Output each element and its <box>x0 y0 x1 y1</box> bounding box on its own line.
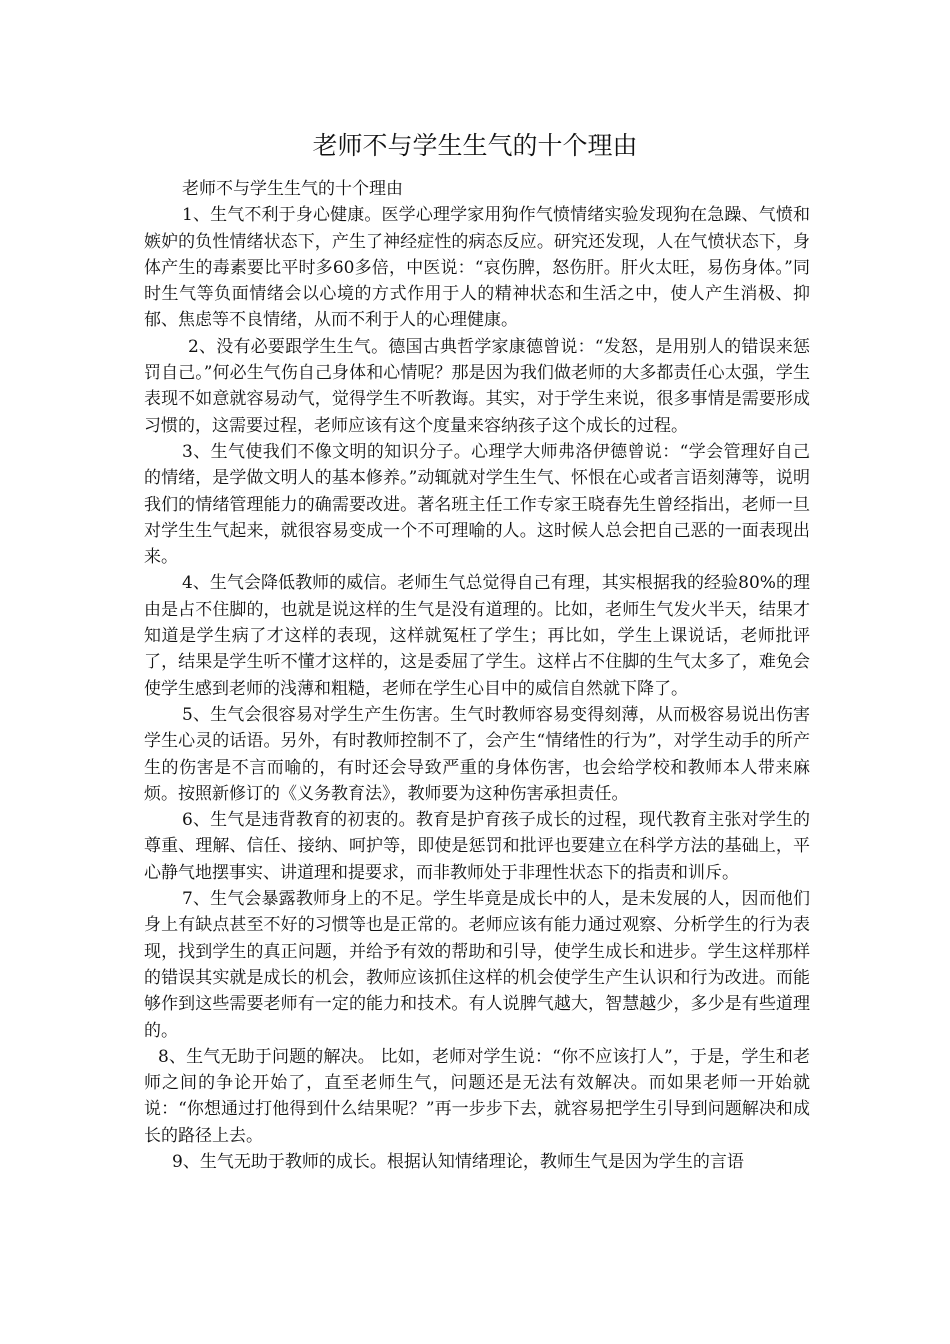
paragraph-4: 4、生气会降低教师的威信。老师生气总觉得自己有理，其实根据我的经验80%的理由是占不住脚的，也就是说这样的生气是没有道理的。比如，老师生气发火半天，结果才知道是学生病了才这样的表现，这样就冤枉了学生；再比如，学生上课说话，老师批评了，结果是学生听不懂才这样的，这是委屈了学生。这样占不住脚的生气太多了，难免会使学生感到老师的浅薄和粗糙，老师在学生心目中的威信自然就下降了。 <box>144 573 810 699</box>
paragraph-6: 6、生气是违背教育的初衷的。教育是护育孩子成长的过程，现代教育主张对学生的尊重、理解、信任、接纳、呵护等，即使是惩罚和批评也要建立在科学方法的基础上，平心静气地摆事实、讲道理和提要求，而非教师处于非理性状态下的指责和训斥。 <box>144 810 810 883</box>
paragraph-7: 7、生气会暴露教师身上的不足。学生毕竟是成长中的人，是未发展的人，因而他们身上有缺点甚至不好的习惯等也是正常的。老师应该有能力通过观察、分析学生的行为表现，找到学生的真正问题，并给予有效的帮助和引导，使学生成长和进步。学生这样那样的错误其实就是成长的机会，教师应该抓住这样的机会使学生产生认识和行为改进。而能够作到这些需要老师有一定的能力和技术。有人说脾气越大，智慧越少，多少是有些道理的。 <box>144 889 810 1041</box>
document-subtitle: 老师不与学生生气的十个理由 <box>182 179 403 199</box>
paragraph-1: 1、生气不利于身心健康。医学心理学家用狗作气愤情绪实验发现狗在急躁、气愤和嫉妒的负性情绪状态下，产生了神经症性的病态反应。研究还发现，人在气愤状态下，身体产生的毒素要比平时多60多倍，中医说：“哀伤脾，怒伤肝。肝火太旺，易伤身体。”同时生气等负面情绪会以心境的方式作用于人的精神状态和生活之中，使人产生消极、抑郁、焦虑等不良情绪，从而不利于人的心理健康。 <box>144 205 810 331</box>
document-body <box>144 176 810 1175</box>
paragraph-8: 8、生气无助于问题的解决。 比如，老师对学生说：“你不应该打人”，于是，学生和老师之间的争论开始了，直至老师生气，问题还是无法有效解决。而如果老师一开始就说：“你想通过打他得到什么结果呢？”再一步步下去，就容易把学生引导到问题解决和成长的路径上去。 <box>144 1046 810 1146</box>
document-title: 老师不与学生生气的十个理由 <box>312 131 638 160</box>
paragraph-5: 5、生气会很容易对学生产生伤害。生气时教师容易变得刻薄，从而极容易说出伤害学生心灵的话语。另外，有时教师控制不了，会产生“情绪性的行为”，对学生动手的所产生的伤害是不言而喻的，有时还会导致严重的身体伤害，也会给学校和教师本人带来麻烦。按照新修订的《义务教育法》，教师要为这种伤害承担责任。 <box>144 704 810 804</box>
paragraph-3: 3、生气使我们不像文明的知识分子。心理学大师弗洛伊德曾说：“学会管理好自己的情绪，是学做文明人的基本修养。”动辄就对学生生气、怀恨在心或者言语刻薄等，说明我们的情绪管理能力的确需要改进。著名班主任工作专家王晓春先生曾经指出，老师一旦对学生生气起来，就很容易变成一个不可理喻的人。这时候人总会把自己恶的一面表现出来。 <box>144 441 810 568</box>
paragraph-9: 9、生气无助于教师的成长。根据认知情绪理论，教师生气是因为学生的言语 <box>172 1151 744 1172</box>
paragraph-2: 2、没有必要跟学生生气。德国古典哲学家康德曾说：“发怒，是用别人的错误来惩罚自己。”何必生气伤自己身体和心情呢？那是因为我们做老师的大多都责任心太强，学生表现不如意就容易动气，觉得学生不听教诲。其实，对于学生来说，很多事情是需要形成习惯的，这需要过程，老师应该有这个度量来容纳孩子这个成长的过程。 <box>144 336 810 436</box>
